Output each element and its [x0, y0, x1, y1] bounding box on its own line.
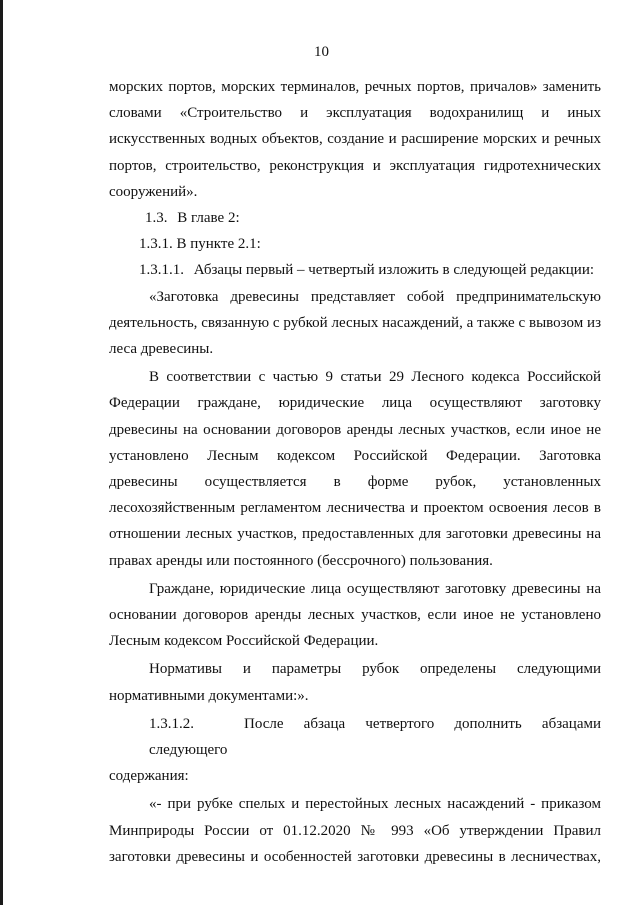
text-line: древесины на основании договоров аренды лесных участков, если иное не — [109, 421, 601, 438]
text-line: Лесным кодексом Российской Федерации. — [109, 633, 379, 650]
item-number: 1.3.1. — [139, 236, 173, 253]
text-line: правах аренды или постоянного (бессрочного) пользования. — [109, 552, 493, 569]
paragraph-6 — [109, 791, 601, 870]
item-text: После абзаца четвертого дополнить абзацами следующего — [149, 715, 601, 759]
text-line: «Заготовка древесины представляет собой предпринимательскую — [149, 288, 601, 305]
item-number: 1.3.1.1. — [139, 262, 184, 279]
list-item-1-3-1 — [109, 231, 601, 257]
text-line: содержания: — [109, 768, 189, 785]
item-number: 1.3.1.2. — [149, 715, 194, 732]
list-item-1-3-1-1 — [109, 257, 601, 283]
text-line — [109, 711, 601, 763]
text-line: установлено Лесным кодексом Российской Федерации. Заготовка — [109, 447, 601, 464]
text-line: Федерации граждане, юридические лица осуществляют заготовку — [109, 395, 601, 412]
document-body — [109, 74, 601, 870]
item-text: Абзацы первый – четвертый изложить в следующей редакции: — [193, 262, 595, 279]
text-line: портов, строительство, реконструкция и эксплуатация гидротехнических — [109, 157, 601, 174]
text-line: словами «Строительство и эксплуатация водохранилищ и иных — [109, 105, 601, 122]
text-line: Граждане, юридические лица осуществляют заготовку древесины на — [149, 580, 601, 597]
text-line: искусственных водных объектов, создание и расширение морских и речных — [109, 131, 601, 148]
paragraph-1 — [109, 74, 601, 205]
text-line: морских портов, морских терминалов, речных портов, причалов» заменить — [109, 79, 601, 95]
text-line: отношении лесных участков, предоставленных для заготовки древесины на — [109, 526, 601, 543]
text-line: заготовки древесины и особенностей заготовки древесины в лесничествах, — [109, 848, 601, 865]
text-line: деятельность, связанную с рубкой лесных насаждений, а также с вывозом из — [109, 314, 601, 331]
text-line: древесины осуществляется в форме рубок, установленных — [109, 474, 601, 491]
item-text: В главе 2: — [177, 210, 240, 227]
list-item-1-3-1-2 — [109, 711, 601, 790]
text-line: леса древесины. — [109, 341, 214, 358]
item-text: В пункте 2.1: — [176, 236, 261, 253]
paragraph-5 — [109, 656, 601, 708]
page-number: 10 — [314, 44, 329, 60]
text-line: сооружений». — [109, 183, 198, 200]
text-line: лесохозяйственным регламентом лесничества и проектом освоения лесов в — [109, 500, 601, 517]
paragraph-3 — [109, 364, 601, 574]
paragraph-2 — [109, 284, 601, 363]
text-line: Нормативы и параметры рубок определены следующими — [149, 661, 601, 678]
text-line: Минприроды России от 01.12.2020 № 993 «Об утверждении Правил — [109, 822, 601, 839]
text-line: В соответствии с частью 9 статьи 29 Лесного кодекса Российской — [149, 369, 601, 386]
text-line: нормативными документами:». — [109, 687, 309, 704]
text-line: «- при рубке спелых и перестойных лесных насаждений - приказом — [149, 796, 601, 813]
text-line: основании договоров аренды лесных участков, если иное не установлено — [109, 607, 601, 624]
item-number: 1.3. — [145, 210, 168, 227]
list-item-1-3 — [109, 205, 601, 231]
paragraph-4 — [109, 576, 601, 655]
